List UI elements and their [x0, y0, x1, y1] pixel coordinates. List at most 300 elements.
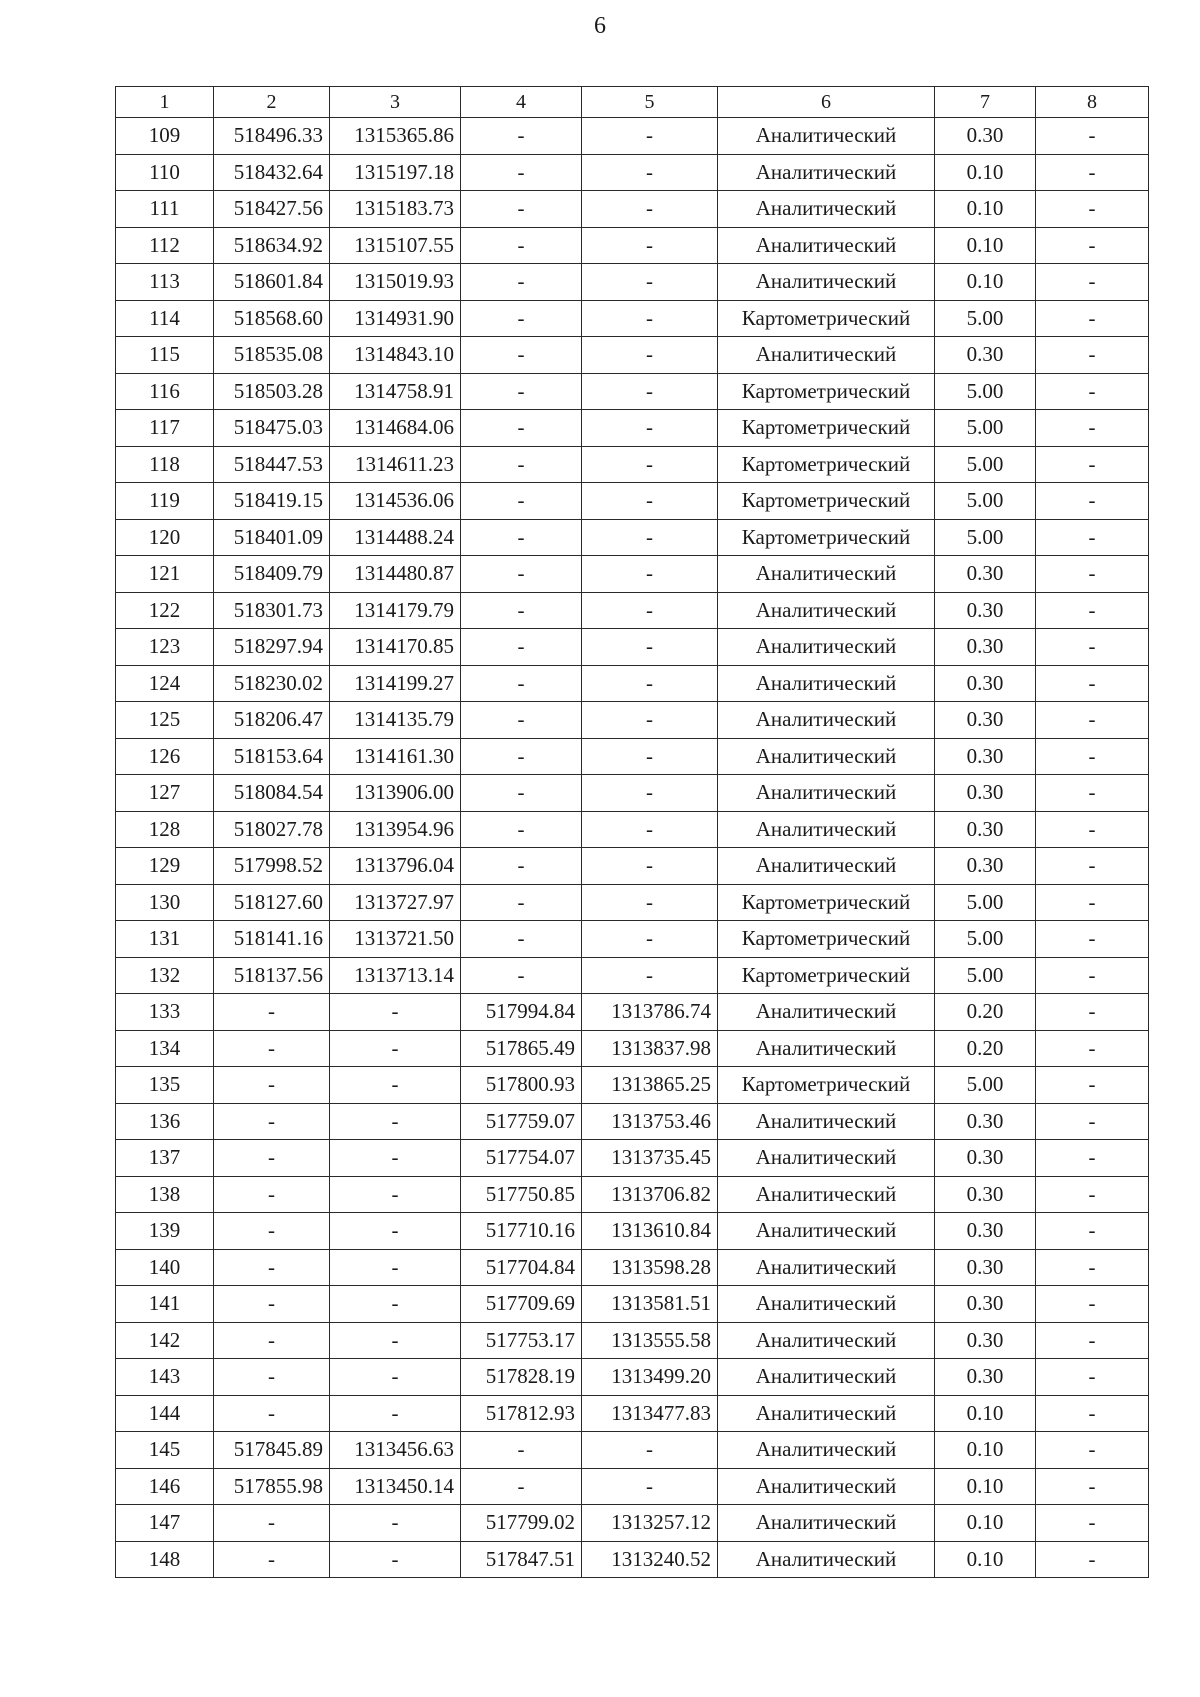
x-cell: - [214, 994, 330, 1031]
y-cell: - [330, 1067, 461, 1104]
method-cell: Аналитический [718, 1103, 935, 1140]
x-alt-cell: - [461, 556, 582, 593]
note-cell: - [1036, 775, 1149, 812]
table-row [116, 738, 1149, 775]
note-cell: - [1036, 264, 1149, 301]
y-cell: - [330, 994, 461, 1031]
note-cell: - [1036, 373, 1149, 410]
accuracy-cell: 0.30 [935, 1249, 1036, 1286]
x-cell: 518634.92 [214, 227, 330, 264]
table-row [116, 1067, 1149, 1104]
method-cell: Аналитический [718, 118, 935, 155]
table-row [116, 1541, 1149, 1578]
x-alt-cell: 517759.07 [461, 1103, 582, 1140]
note-cell: - [1036, 738, 1149, 775]
column-header: 8 [1036, 87, 1149, 118]
accuracy-cell: 0.30 [935, 702, 1036, 739]
y-alt-cell: 1313581.51 [582, 1286, 718, 1323]
x-alt-cell: - [461, 811, 582, 848]
table-row [116, 811, 1149, 848]
point-number-cell: 145 [116, 1432, 214, 1469]
y-alt-cell: 1313555.58 [582, 1322, 718, 1359]
note-cell: - [1036, 410, 1149, 447]
x-cell: 518409.79 [214, 556, 330, 593]
x-alt-cell: 517753.17 [461, 1322, 582, 1359]
accuracy-cell: 0.10 [935, 1468, 1036, 1505]
y-cell: 1314480.87 [330, 556, 461, 593]
y-cell: 1313796.04 [330, 848, 461, 885]
accuracy-cell: 0.30 [935, 1103, 1036, 1140]
y-cell: 1315197.18 [330, 154, 461, 191]
y-alt-cell: - [582, 921, 718, 958]
y-alt-cell: - [582, 1432, 718, 1469]
method-cell: Картометрический [718, 446, 935, 483]
table-row [116, 1322, 1149, 1359]
accuracy-cell: 5.00 [935, 300, 1036, 337]
table-row [116, 1249, 1149, 1286]
table-row [116, 1468, 1149, 1505]
method-cell: Аналитический [718, 1468, 935, 1505]
y-alt-cell: 1313753.46 [582, 1103, 718, 1140]
x-alt-cell: - [461, 592, 582, 629]
x-alt-cell: 517828.19 [461, 1359, 582, 1396]
method-cell: Аналитический [718, 738, 935, 775]
column-header: 5 [582, 87, 718, 118]
note-cell: - [1036, 629, 1149, 666]
note-cell: - [1036, 1286, 1149, 1323]
y-alt-cell: - [582, 738, 718, 775]
y-alt-cell: - [582, 702, 718, 739]
x-cell: 518568.60 [214, 300, 330, 337]
method-cell: Аналитический [718, 264, 935, 301]
y-alt-cell: - [582, 811, 718, 848]
method-cell: Аналитический [718, 1176, 935, 1213]
y-alt-cell: - [582, 227, 718, 264]
accuracy-cell: 0.30 [935, 629, 1036, 666]
table-row [116, 1359, 1149, 1396]
point-number-cell: 126 [116, 738, 214, 775]
method-cell: Аналитический [718, 1359, 935, 1396]
x-cell: - [214, 1030, 330, 1067]
table-row [116, 848, 1149, 885]
y-alt-cell: - [582, 191, 718, 228]
accuracy-cell: 0.30 [935, 775, 1036, 812]
table-row [116, 300, 1149, 337]
y-alt-cell: 1313257.12 [582, 1505, 718, 1542]
y-alt-cell: - [582, 775, 718, 812]
accuracy-cell: 0.30 [935, 1359, 1036, 1396]
x-cell: - [214, 1176, 330, 1213]
x-cell: 518127.60 [214, 884, 330, 921]
note-cell: - [1036, 1395, 1149, 1432]
table-row [116, 1286, 1149, 1323]
x-cell: 517998.52 [214, 848, 330, 885]
note-cell: - [1036, 154, 1149, 191]
y-alt-cell: - [582, 118, 718, 155]
x-cell: 518432.64 [214, 154, 330, 191]
point-number-cell: 133 [116, 994, 214, 1031]
method-cell: Аналитический [718, 702, 935, 739]
x-alt-cell: 517710.16 [461, 1213, 582, 1250]
table-row [116, 1140, 1149, 1177]
x-alt-cell: 517704.84 [461, 1249, 582, 1286]
x-cell: - [214, 1359, 330, 1396]
point-number-cell: 115 [116, 337, 214, 374]
y-alt-cell: - [582, 337, 718, 374]
y-cell: 1314931.90 [330, 300, 461, 337]
y-cell: 1313721.50 [330, 921, 461, 958]
accuracy-cell: 0.10 [935, 1395, 1036, 1432]
point-number-cell: 130 [116, 884, 214, 921]
x-alt-cell: - [461, 629, 582, 666]
method-cell: Аналитический [718, 154, 935, 191]
point-number-cell: 120 [116, 519, 214, 556]
accuracy-cell: 0.10 [935, 191, 1036, 228]
x-alt-cell: - [461, 118, 582, 155]
x-cell: 518230.02 [214, 665, 330, 702]
note-cell: - [1036, 1030, 1149, 1067]
accuracy-cell: 0.30 [935, 1213, 1036, 1250]
method-cell: Аналитический [718, 629, 935, 666]
method-cell: Аналитический [718, 556, 935, 593]
point-number-cell: 111 [116, 191, 214, 228]
point-number-cell: 116 [116, 373, 214, 410]
x-alt-cell: - [461, 227, 582, 264]
y-cell: - [330, 1322, 461, 1359]
x-cell: 518475.03 [214, 410, 330, 447]
y-alt-cell: - [582, 1468, 718, 1505]
y-cell: 1314488.24 [330, 519, 461, 556]
point-number-cell: 123 [116, 629, 214, 666]
method-cell: Аналитический [718, 1505, 935, 1542]
point-number-cell: 122 [116, 592, 214, 629]
accuracy-cell: 0.30 [935, 738, 1036, 775]
x-alt-cell: - [461, 957, 582, 994]
x-alt-cell: 517812.93 [461, 1395, 582, 1432]
y-cell: 1313954.96 [330, 811, 461, 848]
accuracy-cell: 0.30 [935, 592, 1036, 629]
x-alt-cell: - [461, 373, 582, 410]
header-row [116, 87, 1149, 118]
note-cell: - [1036, 1468, 1149, 1505]
note-cell: - [1036, 191, 1149, 228]
point-number-cell: 137 [116, 1140, 214, 1177]
x-cell: - [214, 1067, 330, 1104]
x-cell: 518297.94 [214, 629, 330, 666]
table-row [116, 410, 1149, 447]
y-cell: 1315107.55 [330, 227, 461, 264]
note-cell: - [1036, 921, 1149, 958]
x-cell: - [214, 1213, 330, 1250]
x-alt-cell: - [461, 483, 582, 520]
table-row [116, 1213, 1149, 1250]
note-cell: - [1036, 1505, 1149, 1542]
method-cell: Аналитический [718, 994, 935, 1031]
y-alt-cell: - [582, 884, 718, 921]
accuracy-cell: 0.20 [935, 994, 1036, 1031]
x-alt-cell: - [461, 921, 582, 958]
x-cell: 518137.56 [214, 957, 330, 994]
x-cell: - [214, 1249, 330, 1286]
note-cell: - [1036, 1067, 1149, 1104]
point-number-cell: 129 [116, 848, 214, 885]
x-alt-cell: - [461, 519, 582, 556]
table-row [116, 154, 1149, 191]
x-cell: - [214, 1541, 330, 1578]
accuracy-cell: 0.10 [935, 1505, 1036, 1542]
y-cell: 1314684.06 [330, 410, 461, 447]
point-number-cell: 124 [116, 665, 214, 702]
y-alt-cell: 1313865.25 [582, 1067, 718, 1104]
x-cell: 518503.28 [214, 373, 330, 410]
y-cell: 1315365.86 [330, 118, 461, 155]
point-number-cell: 135 [116, 1067, 214, 1104]
y-cell: 1314758.91 [330, 373, 461, 410]
table-row [116, 191, 1149, 228]
point-number-cell: 128 [116, 811, 214, 848]
x-cell: 518141.16 [214, 921, 330, 958]
note-cell: - [1036, 1322, 1149, 1359]
point-number-cell: 112 [116, 227, 214, 264]
y-cell: - [330, 1359, 461, 1396]
point-number-cell: 144 [116, 1395, 214, 1432]
note-cell: - [1036, 1140, 1149, 1177]
x-alt-cell: - [461, 702, 582, 739]
y-cell: - [330, 1030, 461, 1067]
y-alt-cell: - [582, 373, 718, 410]
x-alt-cell: 517709.69 [461, 1286, 582, 1323]
point-number-cell: 121 [116, 556, 214, 593]
table-row [116, 264, 1149, 301]
point-number-cell: 148 [116, 1541, 214, 1578]
x-cell: 518535.08 [214, 337, 330, 374]
method-cell: Картометрический [718, 483, 935, 520]
note-cell: - [1036, 1213, 1149, 1250]
table-row [116, 1395, 1149, 1432]
x-alt-cell: 517754.07 [461, 1140, 582, 1177]
note-cell: - [1036, 483, 1149, 520]
note-cell: - [1036, 1249, 1149, 1286]
table-row [116, 702, 1149, 739]
point-number-cell: 132 [116, 957, 214, 994]
point-number-cell: 146 [116, 1468, 214, 1505]
x-cell: 518301.73 [214, 592, 330, 629]
method-cell: Аналитический [718, 592, 935, 629]
y-cell: - [330, 1541, 461, 1578]
accuracy-cell: 0.30 [935, 556, 1036, 593]
x-alt-cell: - [461, 848, 582, 885]
y-cell: 1313906.00 [330, 775, 461, 812]
method-cell: Картометрический [718, 410, 935, 447]
x-alt-cell: 517750.85 [461, 1176, 582, 1213]
table-row [116, 337, 1149, 374]
table-row [116, 227, 1149, 264]
accuracy-cell: 5.00 [935, 483, 1036, 520]
method-cell: Аналитический [718, 665, 935, 702]
accuracy-cell: 5.00 [935, 446, 1036, 483]
y-alt-cell: 1313706.82 [582, 1176, 718, 1213]
page-number: 6 [594, 13, 606, 39]
y-cell: - [330, 1176, 461, 1213]
accuracy-cell: 0.30 [935, 665, 1036, 702]
method-cell: Аналитический [718, 1286, 935, 1323]
y-alt-cell: 1313786.74 [582, 994, 718, 1031]
note-cell: - [1036, 337, 1149, 374]
method-cell: Аналитический [718, 1249, 935, 1286]
x-alt-cell: 517865.49 [461, 1030, 582, 1067]
x-cell: - [214, 1505, 330, 1542]
accuracy-cell: 0.30 [935, 848, 1036, 885]
method-cell: Аналитический [718, 337, 935, 374]
x-alt-cell: - [461, 1432, 582, 1469]
x-cell: 518153.64 [214, 738, 330, 775]
y-alt-cell: - [582, 592, 718, 629]
y-alt-cell: - [582, 483, 718, 520]
x-alt-cell: - [461, 154, 582, 191]
x-cell: 518496.33 [214, 118, 330, 155]
y-alt-cell: - [582, 300, 718, 337]
y-alt-cell: 1313610.84 [582, 1213, 718, 1250]
y-cell: - [330, 1286, 461, 1323]
accuracy-cell: 0.30 [935, 118, 1036, 155]
x-alt-cell: - [461, 884, 582, 921]
accuracy-cell: 0.10 [935, 154, 1036, 191]
method-cell: Аналитический [718, 1030, 935, 1067]
y-cell: 1313450.14 [330, 1468, 461, 1505]
x-cell: 518601.84 [214, 264, 330, 301]
method-cell: Аналитический [718, 227, 935, 264]
point-number-cell: 147 [116, 1505, 214, 1542]
accuracy-cell: 5.00 [935, 519, 1036, 556]
point-number-cell: 141 [116, 1286, 214, 1323]
table-row [116, 446, 1149, 483]
accuracy-cell: 0.10 [935, 264, 1036, 301]
y-cell: - [330, 1213, 461, 1250]
note-cell: - [1036, 446, 1149, 483]
x-cell: 518206.47 [214, 702, 330, 739]
point-number-cell: 110 [116, 154, 214, 191]
table-row [116, 921, 1149, 958]
x-alt-cell: - [461, 775, 582, 812]
table-row [116, 556, 1149, 593]
method-cell: Аналитический [718, 1140, 935, 1177]
method-cell: Картометрический [718, 884, 935, 921]
accuracy-cell: 0.30 [935, 1176, 1036, 1213]
x-cell: - [214, 1286, 330, 1323]
x-alt-cell: - [461, 300, 582, 337]
point-number-cell: 118 [116, 446, 214, 483]
x-cell: 518447.53 [214, 446, 330, 483]
y-cell: 1313727.97 [330, 884, 461, 921]
method-cell: Картометрический [718, 921, 935, 958]
x-alt-cell: - [461, 738, 582, 775]
table-row [116, 519, 1149, 556]
table-body [116, 118, 1149, 1578]
point-number-cell: 127 [116, 775, 214, 812]
y-alt-cell: - [582, 519, 718, 556]
x-cell: - [214, 1395, 330, 1432]
coordinates-table [115, 86, 1149, 1578]
note-cell: - [1036, 300, 1149, 337]
x-alt-cell: 517800.93 [461, 1067, 582, 1104]
y-alt-cell: - [582, 410, 718, 447]
x-cell: 517845.89 [214, 1432, 330, 1469]
x-cell: 518084.54 [214, 775, 330, 812]
y-alt-cell: 1313837.98 [582, 1030, 718, 1067]
x-alt-cell: 517847.51 [461, 1541, 582, 1578]
y-cell: 1314161.30 [330, 738, 461, 775]
table-row [116, 1432, 1149, 1469]
method-cell: Аналитический [718, 1322, 935, 1359]
table-row [116, 1103, 1149, 1140]
point-number-cell: 140 [116, 1249, 214, 1286]
point-number-cell: 125 [116, 702, 214, 739]
x-alt-cell: 517994.84 [461, 994, 582, 1031]
x-alt-cell: - [461, 1468, 582, 1505]
y-alt-cell: - [582, 957, 718, 994]
column-header: 6 [718, 87, 935, 118]
column-header: 3 [330, 87, 461, 118]
table-row [116, 118, 1149, 155]
y-alt-cell: 1313499.20 [582, 1359, 718, 1396]
column-header: 7 [935, 87, 1036, 118]
note-cell: - [1036, 848, 1149, 885]
note-cell: - [1036, 227, 1149, 264]
accuracy-cell: 5.00 [935, 921, 1036, 958]
method-cell: Картометрический [718, 1067, 935, 1104]
y-cell: 1314179.79 [330, 592, 461, 629]
y-alt-cell: 1313598.28 [582, 1249, 718, 1286]
y-cell: 1313456.63 [330, 1432, 461, 1469]
point-number-cell: 138 [116, 1176, 214, 1213]
y-cell: 1315019.93 [330, 264, 461, 301]
y-alt-cell: - [582, 556, 718, 593]
accuracy-cell: 5.00 [935, 373, 1036, 410]
point-number-cell: 142 [116, 1322, 214, 1359]
point-number-cell: 131 [116, 921, 214, 958]
point-number-cell: 113 [116, 264, 214, 301]
accuracy-cell: 0.30 [935, 1140, 1036, 1177]
note-cell: - [1036, 592, 1149, 629]
y-cell: 1314170.85 [330, 629, 461, 666]
point-number-cell: 134 [116, 1030, 214, 1067]
method-cell: Аналитический [718, 1432, 935, 1469]
point-number-cell: 143 [116, 1359, 214, 1396]
y-cell: 1314199.27 [330, 665, 461, 702]
y-alt-cell: - [582, 629, 718, 666]
x-alt-cell: - [461, 410, 582, 447]
note-cell: - [1036, 665, 1149, 702]
note-cell: - [1036, 556, 1149, 593]
method-cell: Аналитический [718, 811, 935, 848]
accuracy-cell: 0.10 [935, 1432, 1036, 1469]
method-cell: Картометрический [718, 519, 935, 556]
y-alt-cell: - [582, 264, 718, 301]
table-row [116, 665, 1149, 702]
x-cell: - [214, 1140, 330, 1177]
point-number-cell: 117 [116, 410, 214, 447]
x-cell: - [214, 1103, 330, 1140]
point-number-cell: 109 [116, 118, 214, 155]
method-cell: Картометрический [718, 300, 935, 337]
y-cell: - [330, 1249, 461, 1286]
accuracy-cell: 5.00 [935, 957, 1036, 994]
note-cell: - [1036, 1176, 1149, 1213]
x-cell: 518027.78 [214, 811, 330, 848]
table-row [116, 957, 1149, 994]
y-alt-cell: 1313735.45 [582, 1140, 718, 1177]
y-alt-cell: - [582, 154, 718, 191]
